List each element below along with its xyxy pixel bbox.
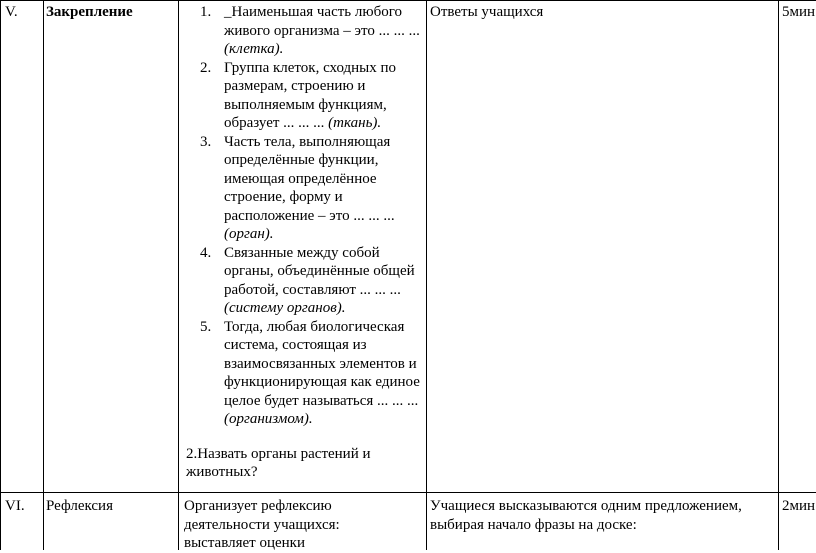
stage-name: Закрепление [46, 4, 133, 20]
stage-name: Рефлексия [46, 498, 113, 514]
item-text: Наименьшая часть любого живого организма – это ... ... ... [224, 4, 420, 39]
stage-time: 5мин [782, 4, 816, 20]
col-divider [43, 0, 44, 550]
item-marker: _ [224, 4, 232, 20]
item-text: Тогда, любая биологическая система, состоящая из взаимосвязанных элементов и функционирующая как единое целое будет называться ... ... ... [224, 318, 420, 409]
stage-number: VI. [5, 498, 25, 514]
col-divider [0, 0, 1, 550]
item-answer: (систему органов). [224, 300, 346, 316]
item-number: 4. [200, 244, 212, 261]
item-text: Часть тела, выполняющая определённые функции, имеющая определённое строение, форму и расположение – это ... ... ... [224, 133, 395, 224]
stage-number: V. [5, 4, 18, 20]
table-border-top [0, 0, 816, 1]
item-answer: (клетка). [224, 41, 284, 57]
col-divider [426, 0, 427, 550]
teacher-activity [182, 3, 422, 482]
item-answer: (орган). [224, 226, 274, 242]
item-number: 5. [200, 318, 212, 335]
item-text: Связанные между собой органы, объединённые общей работой, составляют ... ... ... [224, 244, 415, 298]
item-number: 2. [200, 59, 212, 76]
list-item [182, 244, 422, 318]
item-answer: (организмом). [224, 411, 313, 427]
teacher-activity: Организует рефлексию деятельности учащихся: выставляет оценки [184, 498, 340, 551]
item-text: Группа клеток, сходных по размерам, строению и выполняемым функциям, образует ... ... ... [224, 59, 397, 131]
question-list [182, 3, 422, 429]
col-divider [178, 0, 179, 550]
item-number: 3. [200, 133, 212, 150]
list-item [182, 3, 422, 59]
teacher-extra-task: 2.Назвать органы растений и животных? [186, 445, 371, 480]
row-divider [0, 492, 816, 493]
list-item [182, 59, 422, 133]
student-activity: Ответы учащихся [430, 4, 544, 20]
col-divider [778, 0, 779, 550]
student-activity: Учащиеся высказываются одним предложением, выбирая начало фразы на доске: [430, 498, 742, 533]
item-answer: (ткань). [328, 115, 382, 131]
list-item [182, 318, 422, 429]
list-item [182, 133, 422, 244]
item-number: 1. [200, 4, 212, 20]
stage-time: 2мин [782, 498, 816, 514]
